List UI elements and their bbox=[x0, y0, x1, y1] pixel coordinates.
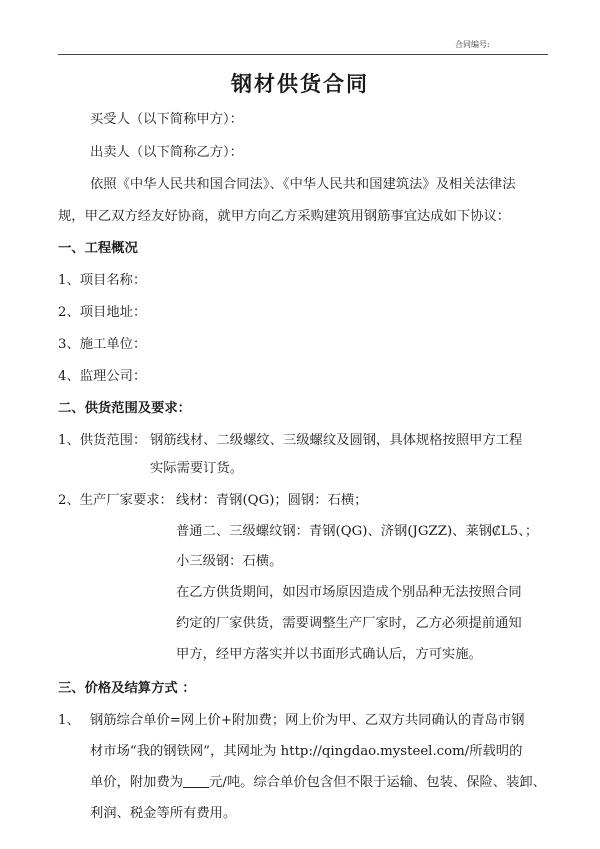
supervision-company-item: 4、监理公司： bbox=[58, 369, 147, 384]
preamble-line-2: 规，甲乙双方经友好协商，就甲方向乙方采购建筑用钢筋事宜达成如下协议： bbox=[58, 209, 511, 224]
buyer-line: 买受人（以下简称甲方）： bbox=[90, 112, 243, 127]
supply-scope-text: 钢筋线材、二级螺纹、三级螺纹及圆钢，具体规格按照甲方工程 bbox=[150, 433, 523, 448]
document-title: 钢材供货合同 bbox=[231, 72, 369, 96]
construction-unit-item: 3、施工单位： bbox=[58, 337, 147, 352]
surcharge-blank bbox=[183, 774, 209, 788]
manufacturer-wire-rod: 线材：青钢(QG)；圆钢：石横； bbox=[176, 493, 368, 508]
section-2-heading: 二、供货范围及要求： bbox=[58, 401, 191, 416]
manufacturer-note-2: 约定的厂家供货，需要调整生产厂家时，乙方必须提前通知 bbox=[176, 616, 522, 631]
price-item-number: 1、 bbox=[58, 713, 80, 728]
supply-scope-text-cont: 实际需要订货。 bbox=[150, 461, 244, 476]
section-1-heading: 一、工程概况 bbox=[58, 241, 138, 256]
manufacturer-note-1: 在乙方供货期间，如因市场原因造成个别品种无法按照合同 bbox=[176, 585, 522, 600]
header-rule bbox=[58, 54, 548, 55]
contract-number-label: 合同编号: bbox=[455, 40, 490, 49]
manufacturer-rebar: 普通二、三级螺纹钢：青钢(QG)、济钢(JGZZ)、莱钢₡L5、； bbox=[176, 524, 539, 539]
price-line-1: 钢筋综合单价=网上价+附加费；网上价为甲、乙双方共同确认的青岛市钢 bbox=[90, 713, 525, 728]
manufacturer-small-rebar: 小三级钢：石横。 bbox=[176, 554, 283, 569]
supply-scope-label: 1、供货范围： bbox=[58, 433, 147, 448]
project-address-item: 2、项目地址： bbox=[58, 305, 147, 320]
preamble-line-1: 依照《中华人民共和国合同法》、《中华人民共和国建筑法》及相关法律法 bbox=[90, 177, 516, 192]
price-line-3-start: 单价，附加费为 bbox=[90, 775, 184, 790]
price-line-3 bbox=[90, 774, 546, 792]
price-line-3-end: 元/吨。综合单价包含但不限于运输、包装、保险、装卸、 bbox=[209, 775, 546, 790]
project-name-item: 1、项目名称： bbox=[58, 273, 147, 288]
manufacturer-note-3: 甲方，经甲方落实并以书面形式确认后，方可实施。 bbox=[176, 647, 482, 662]
manufacturer-label: 2、生产厂家要求： bbox=[58, 493, 173, 508]
price-line-2: 材市场“我的钢铁网”，其网址为 http://qingdao.mysteel.com/所载明的 bbox=[90, 744, 523, 759]
section-3-heading: 三、价格及结算方式 ： bbox=[58, 681, 196, 696]
price-line-4: 利润、税金等所有费用。 bbox=[90, 806, 237, 821]
seller-line: 出卖人（以下简称乙方）： bbox=[90, 145, 243, 160]
